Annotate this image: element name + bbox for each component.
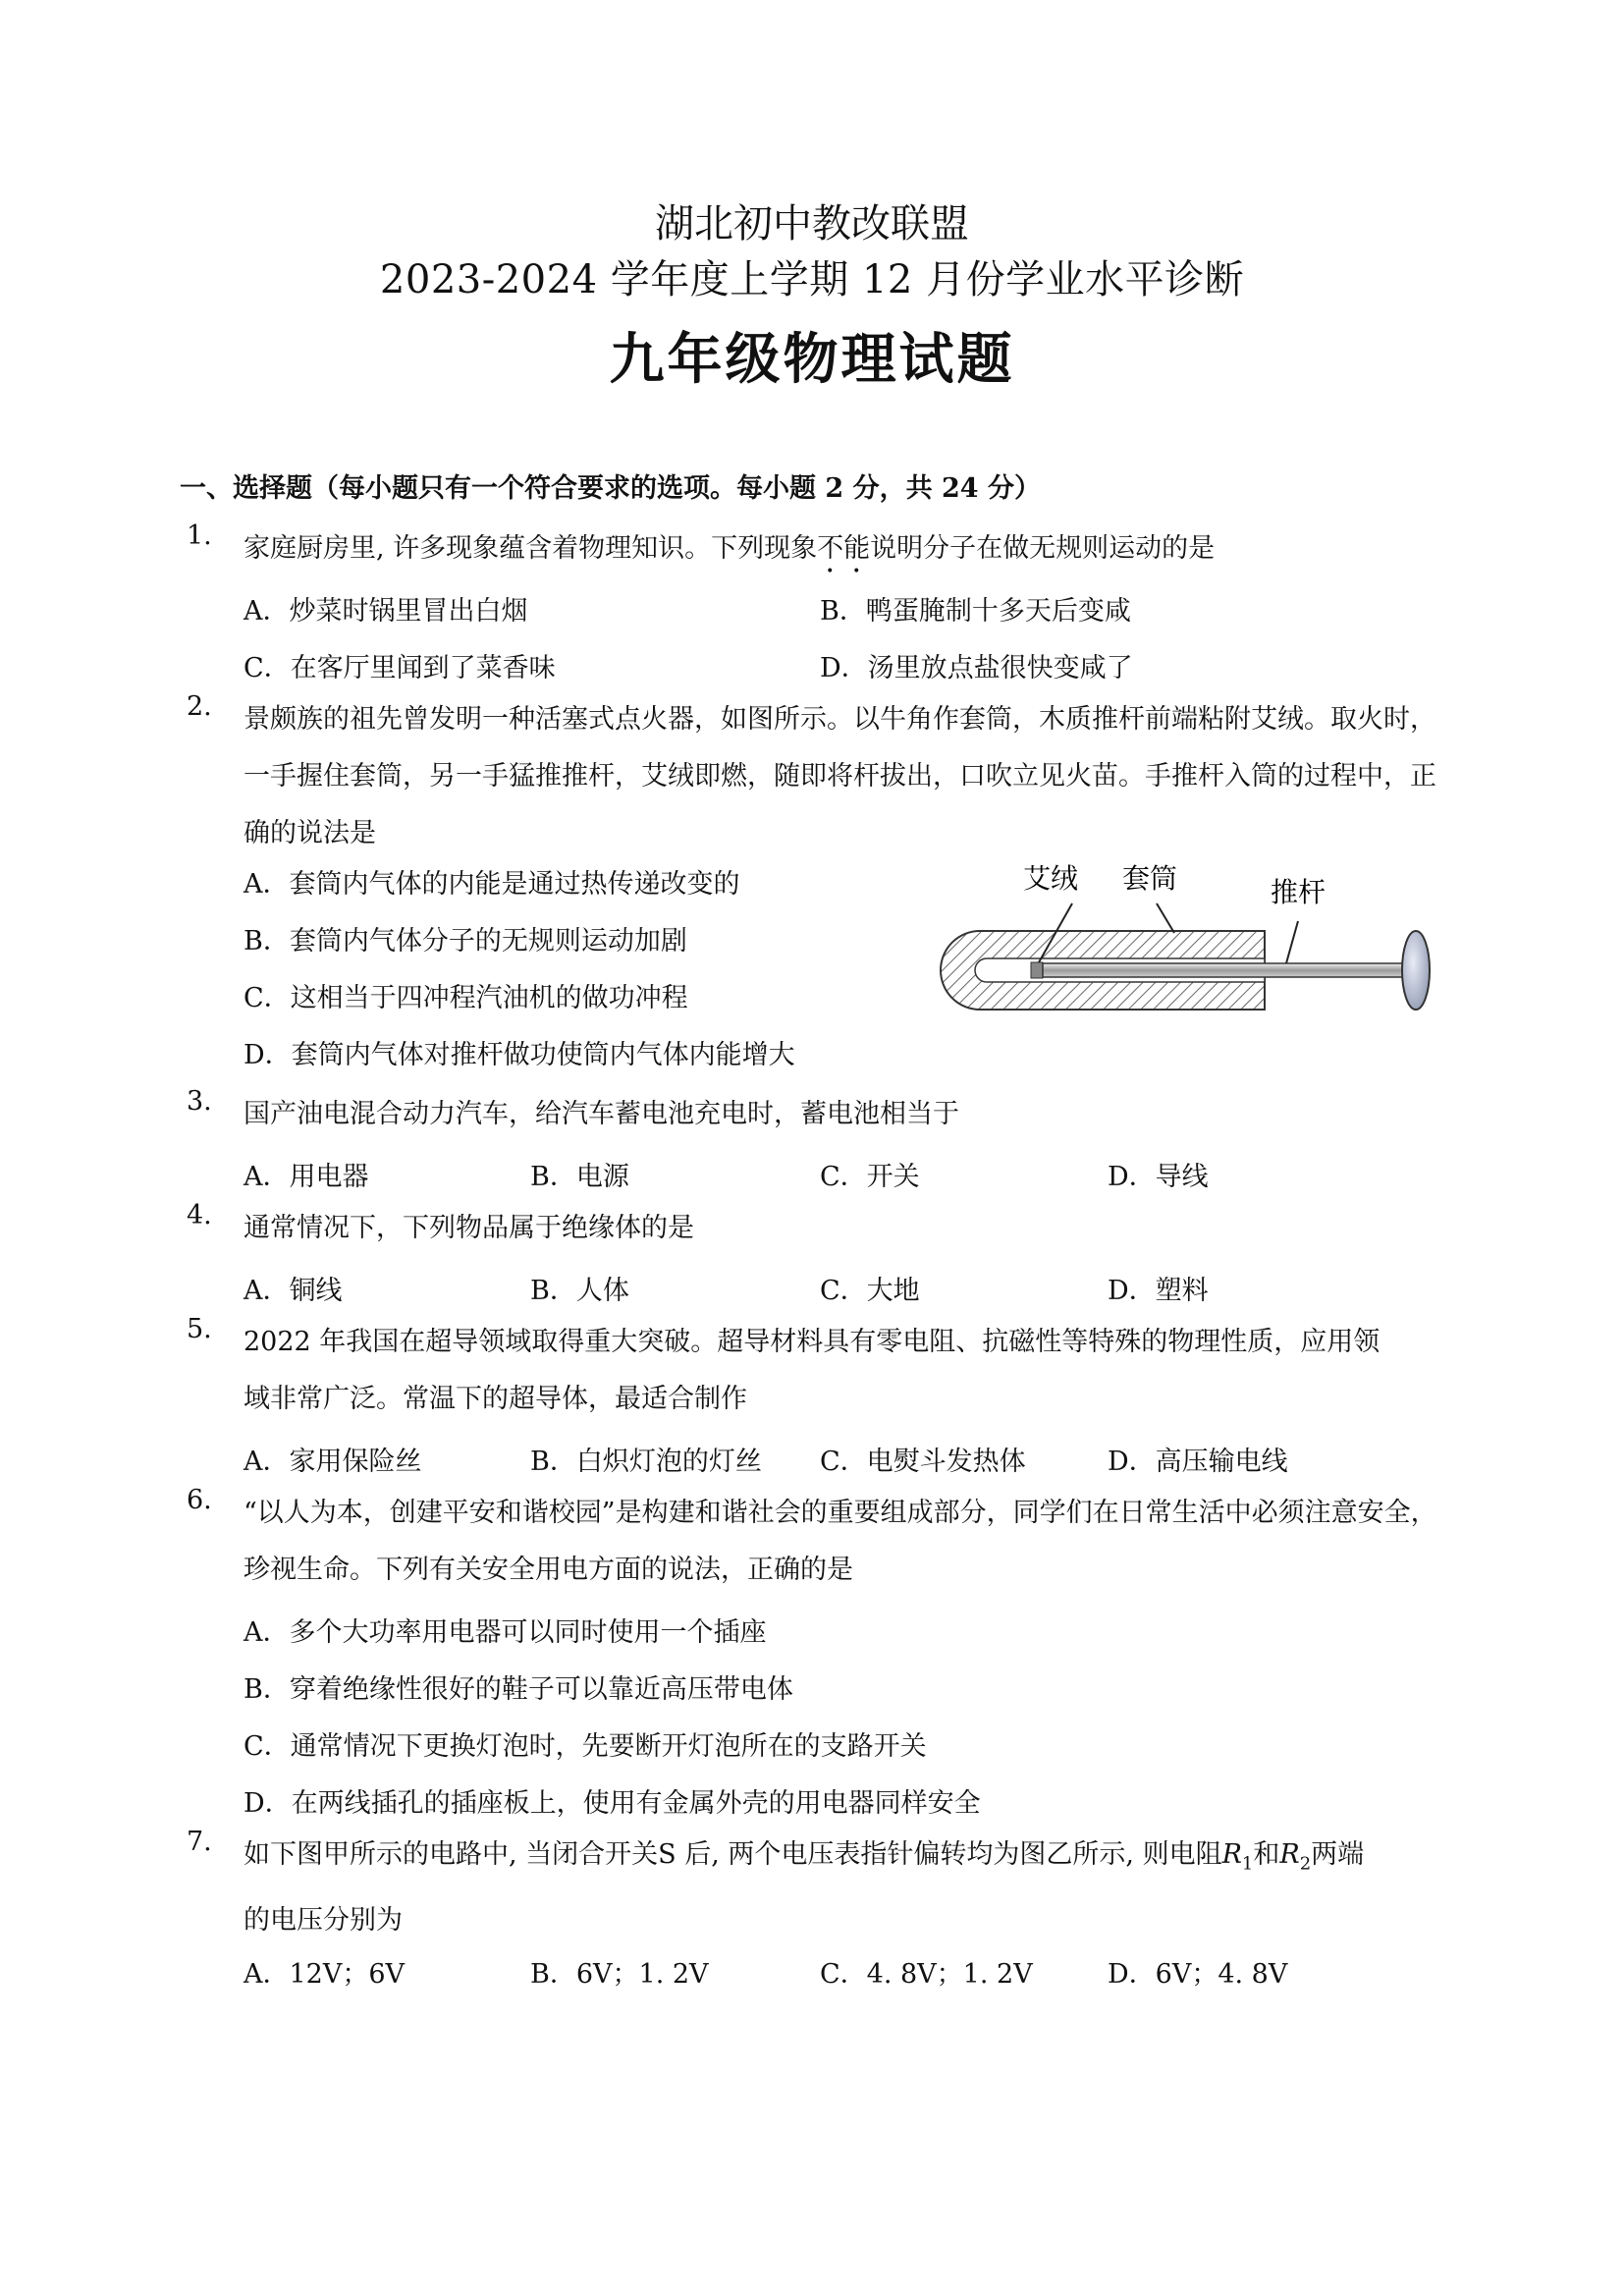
question-text: 通常情况下，下列物品属于绝缘体的是 xyxy=(244,1213,694,1243)
question-number: 6. xyxy=(187,1485,212,1515)
option-a: A．炒菜时锅里冒出白烟 xyxy=(244,596,528,627)
question-number: 7. xyxy=(187,1827,212,1857)
option-a: A．用电器 xyxy=(244,1162,369,1192)
option-a: A．铜线 xyxy=(244,1276,343,1306)
question-text: 景颇族的祖先曾发明一种活塞式点火器，如图所示。以牛角作套筒，木质推杆前端粘附艾绒。取火时， 一手握住套筒，另一手猛推推杆，艾绒即燃，随即将杆拔出，口吹立见火苗。手推杆入筒的过程中，正 确的说法是 xyxy=(244,704,1436,848)
leader-rod xyxy=(1286,921,1298,963)
question-5 xyxy=(187,1314,1463,1477)
option-b: B．白炽灯泡的灯丝 xyxy=(530,1447,762,1477)
question-text: 2022 年我国在超导领域取得重大突破。超导材料具有零电阻、抗磁性等特殊的物理性质，应用领 域非常广泛。常温下的超导体，最适合制作 xyxy=(244,1327,1380,1414)
question-7 xyxy=(187,1827,1463,1990)
option-b: B．人体 xyxy=(530,1276,629,1306)
option-d: D．套筒内气体对推杆做功使筒内气体内能增大 xyxy=(244,1040,795,1070)
question-3 xyxy=(187,1086,1463,1192)
question-text: 家庭厨房里, 许多现象蕴含着物理知识。下列现象不能说明分子在做无规则运动的是 xyxy=(244,533,1216,564)
option-b: B．鸭蛋腌制十多天后变咸 xyxy=(820,596,1131,627)
question-text: 如下图甲所示的电路中, 当闭合开关S 后, 两个电压表指针偏转均为图乙所示, 则电阻$R_1$和$R_2$两端 的电压分别为 xyxy=(244,1839,1365,1937)
tinder xyxy=(1031,962,1043,978)
question-4 xyxy=(187,1200,1463,1306)
option-c: C．开关 xyxy=(820,1162,920,1192)
question-number: 1. xyxy=(187,520,212,551)
option-b: B．6V；1. 2V xyxy=(530,1959,709,1990)
question-1 xyxy=(187,520,1463,683)
option-c: C．通常情况下更换灯泡时，先要断开灯泡所在的支路开关 xyxy=(244,1731,927,1762)
question-number: 4. xyxy=(187,1200,212,1230)
label-sleeve: 套筒 xyxy=(1122,862,1178,895)
option-b: B．套筒内气体分子的无规则运动加剧 xyxy=(244,926,687,956)
knob xyxy=(1402,931,1430,1010)
option-c: C．电熨斗发热体 xyxy=(820,1447,1026,1477)
header-term: 2023-2024 学年度上学期 12 月份学业水平诊断 xyxy=(379,257,1245,302)
option-a: A．家用保险丝 xyxy=(244,1447,422,1477)
option-c: C．4. 8V；1. 2V xyxy=(820,1959,1033,1990)
option-c: C．这相当于四冲程汽油机的做功冲程 xyxy=(244,983,688,1013)
label-tinder: 艾绒 xyxy=(1023,862,1079,895)
question-6 xyxy=(187,1485,1463,1819)
question-text: “以人为本，创建平安和谐校园”是构建和谐社会的重要组成部分，同学们在日常生活中必须注意安全， 珍视生命。下列有关安全用电方面的说法，正确的是 xyxy=(244,1498,1437,1585)
leader-sleeve xyxy=(1157,903,1174,933)
question-2 xyxy=(187,691,1463,1070)
resistor-r1: R xyxy=(1221,1839,1242,1870)
section-title: 一、选择题（每小题只有一个符合要求的选项。每小题 2 分，共 24 分） xyxy=(180,473,1041,504)
option-c: C．大地 xyxy=(820,1276,920,1306)
fire-piston-figure xyxy=(933,854,1443,1021)
option-d: D．塑料 xyxy=(1108,1276,1209,1306)
option-d: D．高压输电线 xyxy=(1108,1447,1288,1477)
resistor-r2: R xyxy=(1279,1839,1300,1870)
question-text: 国产油电混合动力汽车，给汽车蓄电池充电时，蓄电池相当于 xyxy=(244,1099,959,1129)
emphasis-text: 不能 xyxy=(817,533,871,564)
option-a: A．套筒内气体的内能是通过热传递改变的 xyxy=(244,869,740,900)
page-title: 九年级物理试题 xyxy=(609,327,1015,392)
option-d: D．导线 xyxy=(1108,1162,1209,1192)
push-rod xyxy=(1043,963,1408,977)
option-c: C．在客厅里闻到了菜香味 xyxy=(244,653,556,683)
option-d: D．在两线插孔的插座板上，使用有金属外壳的用电器同样安全 xyxy=(244,1788,981,1819)
header-school: 湖北初中教改联盟 xyxy=(655,201,969,246)
question-number: 3. xyxy=(187,1086,212,1117)
question-number: 5. xyxy=(187,1314,212,1344)
option-b: B．穿着绝缘性很好的鞋子可以靠近高压带电体 xyxy=(244,1674,793,1705)
option-a: A．多个大功率用电器可以同时使用一个插座 xyxy=(244,1617,767,1648)
option-a: A．12V；6V xyxy=(244,1959,406,1990)
option-d: D．汤里放点盐很快变咸了 xyxy=(820,653,1133,683)
option-b: B．电源 xyxy=(530,1162,629,1192)
label-rod: 推杆 xyxy=(1271,876,1326,908)
question-number: 2. xyxy=(187,691,212,722)
option-d: D．6V；4. 8V xyxy=(1108,1959,1288,1990)
